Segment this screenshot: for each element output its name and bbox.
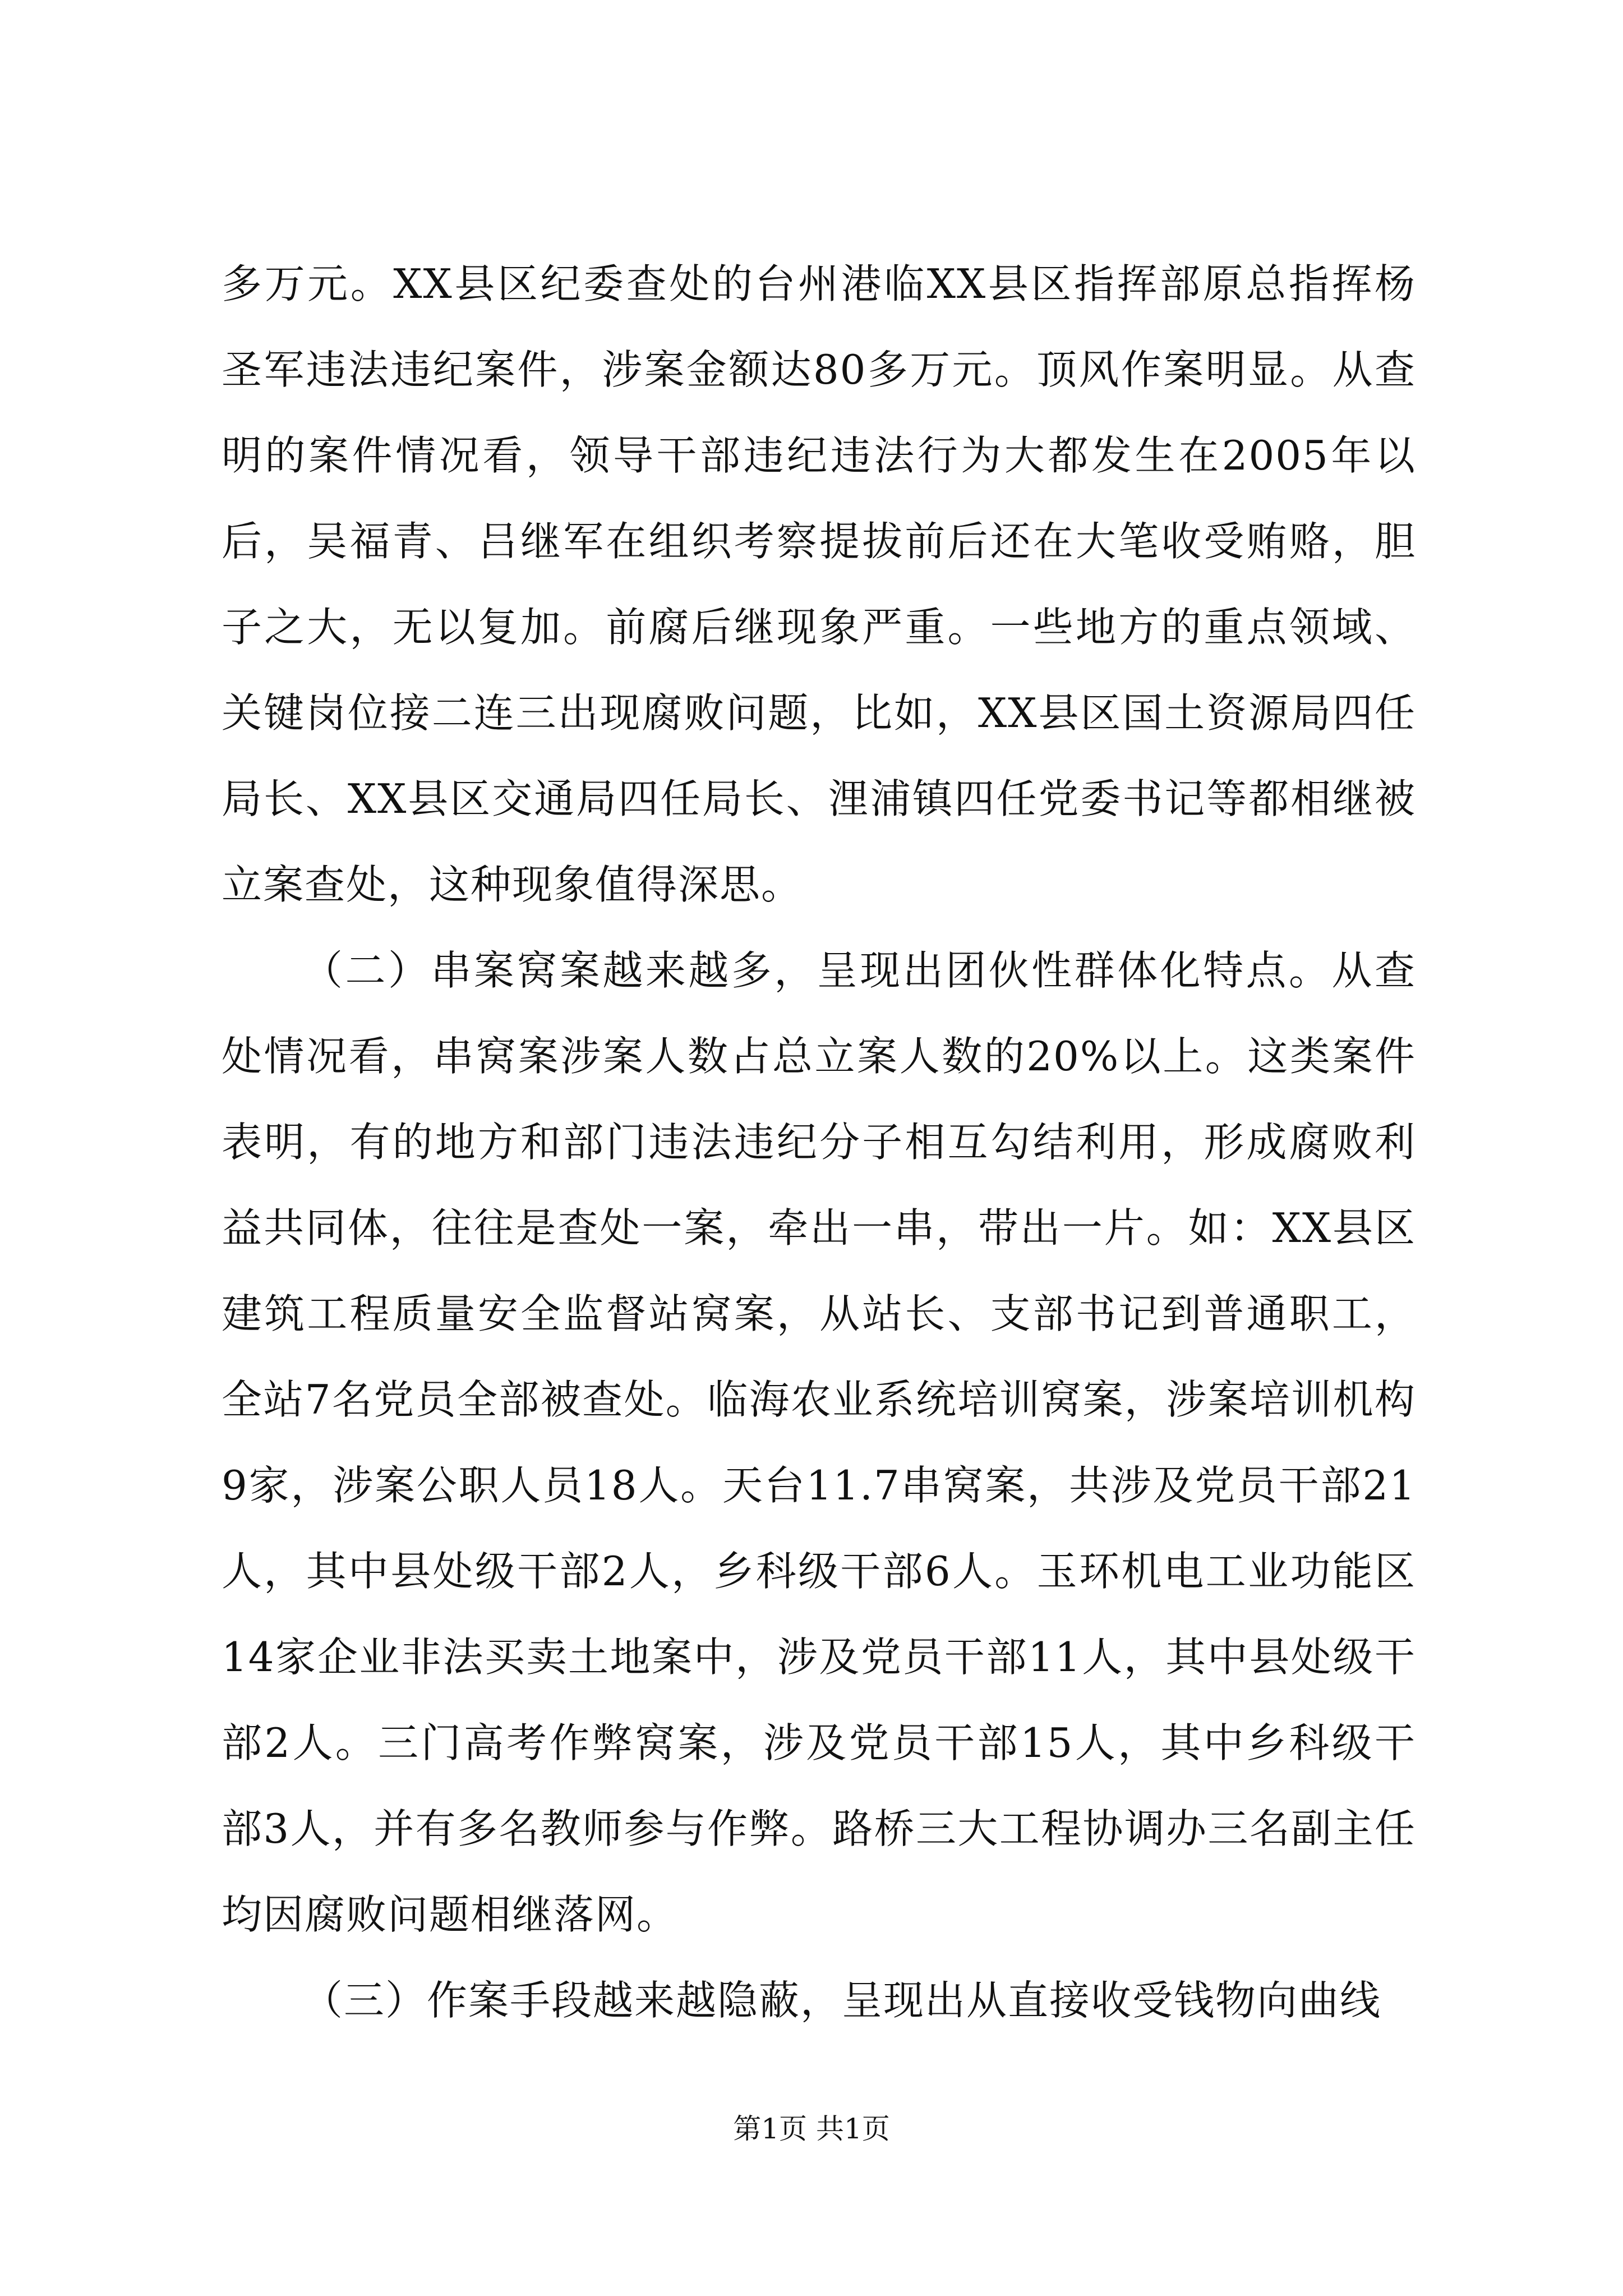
- document-body: [222, 241, 1416, 2044]
- paragraph-section-two: （二）串案窝案越来越多，呈现出团伙性群体化特点。从查处情况看，串窝案涉案人数占总立案人数的20%以上。这类案件表明，有的地方和部门违法违纪分子相互勾结利用，形成腐败利益共同体，往往是查处一案，牵出一串，带出一片。如：XX县区建筑工程质量安全监督站窝案，从站长、支部书记到普通职工，全站7名党员全部被查处。临海农业系统培训窝案，涉案培训机构9家，涉案公职人员18人。天台11.7串窝案，共涉及党员干部21人，其中县处级干部2人，乡科级干部6人。玉环机电工业功能区14家企业非法买卖土地案中，涉及党员干部11人，其中县处级干部2人。三门高考作弊窝案，涉及党员干部15人，其中乡科级干部3人，并有多名教师参与作弊。路桥三大工程协调办三名副主任均因腐败问题相继落网。: [222, 947, 1416, 1938]
- paragraph-section-three: （三）作案手段越来越隐蔽，呈现出从直接收受钱物向曲线: [302, 1977, 1382, 2024]
- page-footer: 第1页 共1页: [733, 2113, 890, 2145]
- paragraph-continuation: 多万元。XX县区纪委查处的台州港临XX县区指挥部原总指挥杨圣军违法违纪案件，涉案金额达80多万元。顶风作案明显。从查明的案件情况看，领导干部违纪违法行为大都发生在2005年以后，吴福青、吕继军在组织考察提拔前后还在大笔收受贿赂，胆子之大，无以复加。前腐后继现象严重。一些地方的重点领域、关键岗位接二连三出现腐败问题，比如，XX县区国土资源局四任局长、XX县区交通局四任局长、浬浦镇四任党委书记等都相继被立案查处，这种现象值得深思。: [222, 260, 1416, 908]
